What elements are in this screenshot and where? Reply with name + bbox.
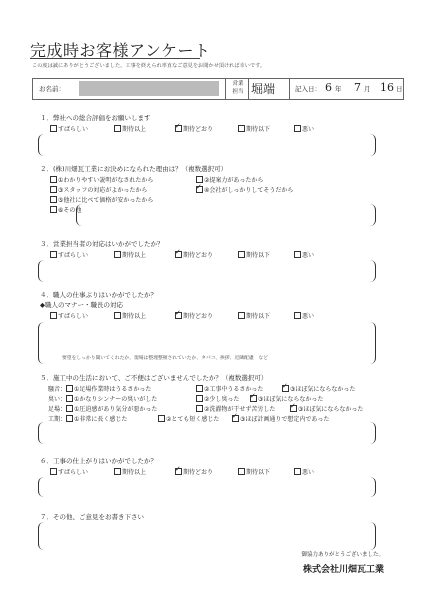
- q2-option-6[interactable]: ⑥その他: [50, 205, 81, 214]
- q2-title: ２．(株)川畑瓦工業にお決めになられた理由は？（複数選択可）: [40, 165, 228, 173]
- info-bar: [32, 78, 404, 100]
- q1-option-1[interactable]: 期待以上: [114, 124, 146, 133]
- q4-option-1[interactable]: 期待以上: [114, 311, 146, 320]
- q6-title: ６．工事の仕上がりはいかがでしたか？: [40, 457, 157, 465]
- checkbox-checked[interactable]: [232, 415, 239, 422]
- q5-comment-box[interactable]: [38, 422, 376, 444]
- q3-option-3[interactable]: 期待以下: [238, 250, 270, 259]
- date-month[interactable]: 7: [354, 81, 361, 94]
- q1-option-3[interactable]: 期待以下: [238, 124, 270, 133]
- q5-row-smell: 臭い： ①かなりシンナーの臭いがした: [48, 396, 158, 403]
- checkbox[interactable]: [50, 206, 57, 213]
- name-label: お名前：: [39, 85, 65, 93]
- checkbox-checked[interactable]: [282, 385, 289, 392]
- checkbox[interactable]: [50, 125, 57, 132]
- divider: [225, 79, 226, 99]
- q1-option-2[interactable]: ✓ 期待どおり: [175, 124, 213, 133]
- q1-title: １．弊社への総合評価をお願いします: [40, 114, 151, 122]
- q2-option-1[interactable]: ①わかりやすい説明がなされたから: [50, 175, 153, 184]
- q6-option-3[interactable]: 期待以下: [238, 467, 270, 476]
- customer-name-field[interactable]: [79, 81, 219, 96]
- month-unit: 月: [364, 85, 371, 93]
- q2-option-3[interactable]: ③スタッフの対応がよかったから: [50, 185, 147, 194]
- checkbox-checked[interactable]: [175, 125, 182, 132]
- staff-label: [229, 80, 247, 96]
- q6-option-0[interactable]: すばらしい: [50, 467, 88, 476]
- checkbox[interactable]: [196, 395, 203, 402]
- q5-noise-opt-2[interactable]: ②工事中うるさかった: [196, 384, 263, 393]
- q3-option-4[interactable]: 悪い: [294, 250, 314, 259]
- q1-option-0[interactable]: すばらしい: [50, 124, 88, 133]
- q4-option-3[interactable]: 期待以下: [238, 311, 270, 320]
- q4-option-4[interactable]: 悪い: [294, 311, 314, 320]
- q6-option-1[interactable]: 期待以上: [114, 467, 146, 476]
- q5-noise-opt-3[interactable]: ✓ ③ほぼ気にならなかった: [282, 384, 355, 393]
- q5-period-opt-3[interactable]: ✓ ③ほぼ計画通りで想定内であった: [232, 414, 329, 423]
- q3-title: ３．営業担当者の対応はいかがでしたか？: [40, 240, 164, 248]
- q5-smell-opt-3[interactable]: ✓ ③ほぼ気にならなかった: [250, 394, 323, 403]
- q5-period-opt-2[interactable]: ②とても短く感じた: [158, 414, 219, 423]
- checkbox-checked[interactable]: [196, 186, 203, 193]
- checkbox-checked[interactable]: [250, 395, 257, 402]
- q2-option-2[interactable]: ②提案力があったから: [196, 175, 263, 184]
- q5-row-period: 工期： ①非常に長く感じた: [48, 416, 128, 423]
- year-unit: 年: [335, 85, 342, 93]
- q3-comment-box[interactable]: [38, 260, 376, 282]
- checkbox[interactable]: [66, 405, 73, 412]
- checkbox[interactable]: [238, 312, 245, 319]
- q5-title: ５．施工中の生活において、ご不便はございませんでしたか？（複数選択可）: [40, 374, 268, 382]
- checkbox[interactable]: [238, 125, 245, 132]
- checkbox[interactable]: [50, 186, 57, 193]
- staff-label-line-1: 営業: [232, 81, 244, 87]
- q4-title: ４．職人の仕事ぶりはいかがでしたか？: [40, 291, 157, 299]
- q5-row-noise: 騒音： ①足場作業時はうるさかった: [48, 386, 152, 393]
- checkbox-checked[interactable]: [175, 312, 182, 319]
- checkbox-checked[interactable]: [290, 405, 297, 412]
- q3-option-1[interactable]: 期待以上: [114, 250, 146, 259]
- q5-row-scaffold: 足場： ①圧迫感があり気分が悪かった: [48, 406, 158, 413]
- divider: [289, 79, 290, 99]
- checkbox[interactable]: [114, 125, 121, 132]
- q7-comment-box[interactable]: [38, 522, 376, 550]
- checkbox[interactable]: [294, 251, 301, 258]
- q5-smell-opt-2[interactable]: ②少し臭った: [196, 394, 239, 403]
- checkbox[interactable]: [238, 468, 245, 475]
- q3-option-2[interactable]: ✓ 期待どおり: [175, 250, 213, 259]
- q1-comment-box[interactable]: [38, 134, 376, 156]
- q6-option-4[interactable]: 悪い: [294, 467, 314, 476]
- q2-option-4[interactable]: ✓ ④会社がしっかりしてそうだから: [196, 185, 293, 194]
- date-year[interactable]: 6: [325, 81, 332, 94]
- company-name: 株式会社川畑瓦工業: [302, 565, 384, 575]
- q4-note: 要望をしっかり聞いてくれたか、現場は整理整頓されていたか、タバコ、挨拶、近隣配慮 など: [62, 356, 269, 361]
- checkbox[interactable]: [196, 405, 203, 412]
- thanks-text: 御協力ありがとうございました。: [301, 552, 384, 558]
- q2-other-box[interactable]: [76, 204, 376, 226]
- survey-title: 完成時お客様アンケート: [30, 41, 211, 60]
- checkbox[interactable]: [66, 385, 73, 392]
- q5-scaffold-opt-2[interactable]: ②洗濯物が干せず苦労した: [196, 404, 275, 413]
- q4-option-0[interactable]: すばらしい: [50, 311, 88, 320]
- q4-subtitle: ◆職人のマナー・職長の対応: [40, 301, 123, 309]
- checkbox[interactable]: [294, 312, 301, 319]
- q2-option-5[interactable]: ⑤他社に比べて価格が安かったから: [50, 195, 153, 204]
- checkbox[interactable]: [50, 196, 57, 203]
- q6-comment-box[interactable]: [38, 477, 376, 497]
- checkbox[interactable]: [238, 251, 245, 258]
- q7-title: ７．その他、ご意見をお書き下さい: [40, 513, 144, 521]
- date-label: 記入日：: [295, 85, 321, 93]
- checkbox[interactable]: [294, 125, 301, 132]
- q1-option-4[interactable]: 悪い: [294, 124, 314, 133]
- title-underline: [30, 58, 200, 59]
- intro-text: この度は誠にありがとうございました。工事を終えられ率直なご意見をお聞かせ頂ければ幸いです。: [32, 63, 266, 69]
- checkbox[interactable]: [294, 468, 301, 475]
- checkbox[interactable]: [50, 176, 57, 183]
- day-unit: 日: [396, 85, 403, 93]
- q6-option-2[interactable]: ✓ 期待どおり: [175, 467, 213, 476]
- checkbox[interactable]: [66, 395, 73, 402]
- divider: [248, 79, 249, 99]
- checkbox[interactable]: [66, 415, 73, 422]
- checkbox-checked[interactable]: [175, 251, 182, 258]
- q5-scaffold-opt-3[interactable]: ✓ ③ほぼ気にならなかった: [290, 404, 363, 413]
- checkbox[interactable]: [114, 468, 121, 475]
- checkbox-checked[interactable]: [175, 468, 182, 475]
- checkbox[interactable]: [196, 176, 203, 183]
- q3-option-0[interactable]: すばらしい: [50, 250, 88, 259]
- checkbox[interactable]: [50, 312, 57, 319]
- checkbox[interactable]: [114, 251, 121, 258]
- staff-name[interactable]: 堀端: [251, 82, 276, 96]
- q4-option-2[interactable]: ✓ 期待どおり: [175, 311, 213, 320]
- checkbox[interactable]: [196, 385, 203, 392]
- checkbox[interactable]: [50, 468, 57, 475]
- checkbox[interactable]: [50, 251, 57, 258]
- staff-label-line-2: 担当: [232, 89, 244, 95]
- checkbox[interactable]: [114, 312, 121, 319]
- checkbox[interactable]: [158, 415, 165, 422]
- date-day[interactable]: 16: [380, 81, 394, 94]
